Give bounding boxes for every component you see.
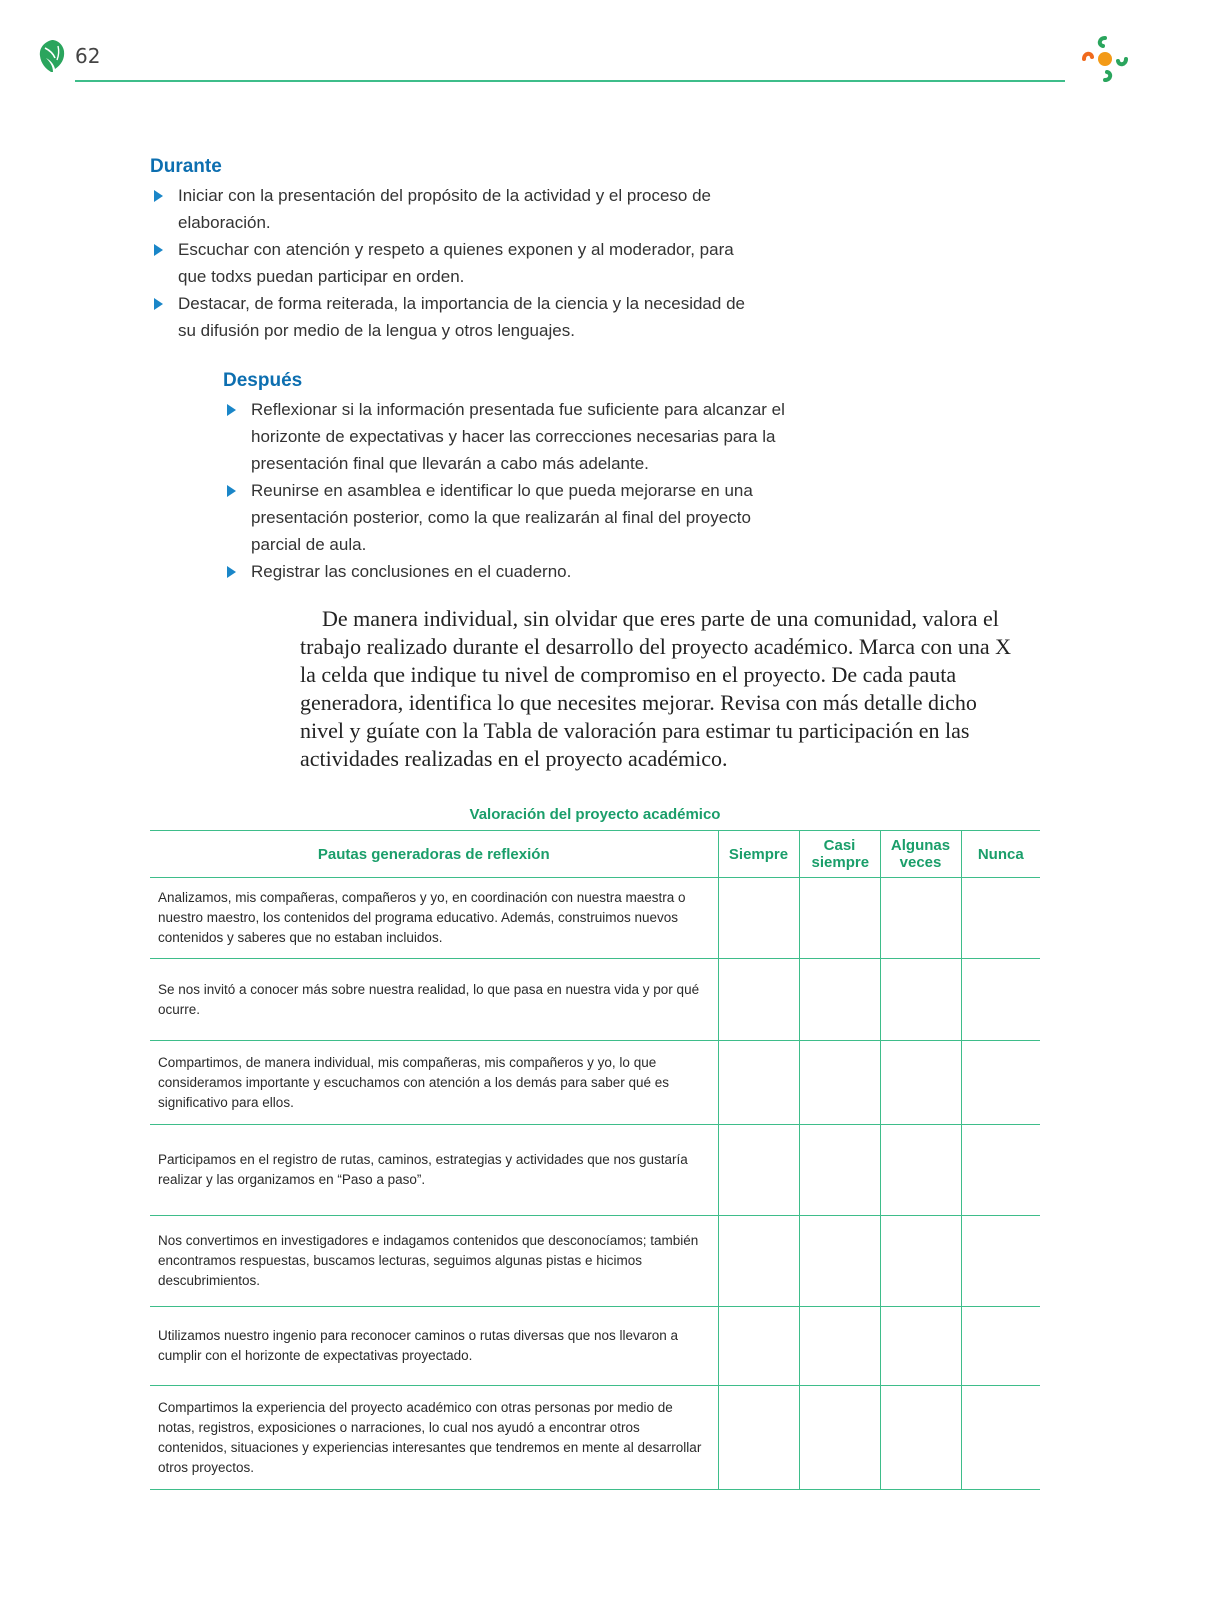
header-criteria: Pautas generadoras de reflexión <box>150 831 718 878</box>
despues-list <box>223 396 793 585</box>
nunca-cell[interactable] <box>961 878 1040 959</box>
nunca-cell[interactable] <box>961 1125 1040 1216</box>
table-row <box>150 1307 1040 1386</box>
algunas-veces-cell[interactable] <box>880 878 961 959</box>
instructions-paragraph: De manera individual, sin olvidar que eres parte de una comunidad, valora el trabajo realizado durante el desarrollo del proyecto académico. Marca con una X la celda que indique tu nivel de compromiso en el proyecto. De cada pauta generadora, identifica lo que necesites mejorar. Revisa con más detalle dicho nivel y guíate con la Tabla de valoración para estimar tu participación en las actividades realizadas en el proyecto académico. <box>300 606 1011 771</box>
table-header-row <box>150 831 1040 878</box>
algunas-veces-cell[interactable] <box>880 959 961 1041</box>
casi-siempre-cell[interactable] <box>799 1307 880 1386</box>
durante-heading: Durante <box>150 156 222 177</box>
table-caption: Valoración del proyecto académico <box>469 806 721 823</box>
list-item-text: Reflexionar si la información presentada fue suficiente para alcanzar el horizonte de expectativas y hacer las correcciones necesarias para la presentación final que llevarán a cabo más adelante. <box>251 400 785 473</box>
header-algunas-veces <box>880 831 961 878</box>
algunas-veces-cell[interactable] <box>880 1041 961 1125</box>
header-divider <box>75 80 1065 82</box>
table-row <box>150 878 1040 959</box>
siempre-cell[interactable] <box>718 1216 799 1307</box>
siempre-cell[interactable] <box>718 1041 799 1125</box>
green-leaf-logo-icon <box>36 38 68 74</box>
list-item-text: Destacar, de forma reiterada, la importancia de la ciencia y la necesidad de su difusión por medio de la lengua y otros lenguajes. <box>178 294 745 340</box>
criteria-cell: Analizamos, mis compañeras, compañeros y yo, en coordinación con nuestra maestra o nuestro maestro, los contenidos del programa educativo. Además, construimos nuevos contenidos y saberes que no estaban incluidos. <box>150 878 718 959</box>
list-item <box>223 396 793 477</box>
algunas-veces-cell[interactable] <box>880 1307 961 1386</box>
table-row <box>150 1386 1040 1490</box>
nunca-cell[interactable] <box>961 1386 1040 1490</box>
siempre-cell[interactable] <box>718 878 799 959</box>
colorful-community-logo-icon <box>1080 34 1130 84</box>
casi-siempre-cell[interactable] <box>799 1216 880 1307</box>
bullet-triangle-icon <box>154 190 163 202</box>
header-algunas-veces-text: Algunas veces <box>890 837 951 871</box>
bullet-triangle-icon <box>227 485 236 497</box>
nunca-cell[interactable] <box>961 1307 1040 1386</box>
nunca-cell[interactable] <box>961 1216 1040 1307</box>
list-item-text: Registrar las conclusiones en el cuaderno. <box>251 562 572 581</box>
list-item-text: Iniciar con la presentación del propósito de la actividad y el proceso de elaboración. <box>178 186 711 232</box>
siempre-cell[interactable] <box>718 959 799 1041</box>
header-casi-siempre <box>799 831 880 878</box>
list-item <box>150 182 760 236</box>
casi-siempre-cell[interactable] <box>799 1386 880 1490</box>
bullet-triangle-icon <box>227 404 236 416</box>
durante-list <box>150 182 760 344</box>
algunas-veces-cell[interactable] <box>880 1216 961 1307</box>
siempre-cell[interactable] <box>718 1307 799 1386</box>
table-row <box>150 959 1040 1041</box>
algunas-veces-cell[interactable] <box>880 1386 961 1490</box>
table-row <box>150 1041 1040 1125</box>
casi-siempre-cell[interactable] <box>799 1041 880 1125</box>
evaluation-table <box>150 830 1040 1490</box>
list-item <box>223 477 793 558</box>
table-row <box>150 1125 1040 1216</box>
criteria-cell: Compartimos la experiencia del proyecto académico con otras personas por medio de notas, registros, exposiciones o narraciones, lo cual nos ayudó a encontrar otros contenidos, situaciones y experiencias interesantes que tendremos en mente al desarrollar otros proyectos. <box>150 1386 718 1490</box>
table-row <box>150 1216 1040 1307</box>
list-item <box>223 558 793 585</box>
header-siempre: Siempre <box>718 831 799 878</box>
criteria-cell: Nos convertimos en investigadores e indagamos contenidos que desconocíamos; también encontramos respuestas, buscamos lecturas, seguimos algunas pistas e hicimos descubrimientos. <box>150 1216 718 1307</box>
casi-siempre-cell[interactable] <box>799 1125 880 1216</box>
casi-siempre-cell[interactable] <box>799 959 880 1041</box>
bullet-triangle-icon <box>154 298 163 310</box>
bullet-triangle-icon <box>227 566 236 578</box>
list-item-text: Reunirse en asamblea e identificar lo que pueda mejorarse en una presentación posterior, como la que realizarán al final del proyecto parcial de aula. <box>251 481 753 554</box>
siempre-cell[interactable] <box>718 1386 799 1490</box>
casi-siempre-cell[interactable] <box>799 878 880 959</box>
criteria-cell: Utilizamos nuestro ingenio para reconocer caminos o rutas diversas que nos llevaron a cumplir con el horizonte de expectativas proyectado. <box>150 1307 718 1386</box>
bullet-triangle-icon <box>154 244 163 256</box>
list-item <box>150 290 760 344</box>
criteria-cell: Se nos invitó a conocer más sobre nuestra realidad, lo que pasa en nuestra vida y por qué ocurre. <box>150 959 718 1041</box>
algunas-veces-cell[interactable] <box>880 1125 961 1216</box>
page-number: 62 <box>75 44 101 68</box>
header-nunca: Nunca <box>961 831 1040 878</box>
nunca-cell[interactable] <box>961 1041 1040 1125</box>
criteria-cell: Compartimos, de manera individual, mis compañeras, mis compañeros y yo, lo que consideramos importante y escuchamos con atención a los demás para saber qué es significativo para ellos. <box>150 1041 718 1125</box>
siempre-cell[interactable] <box>718 1125 799 1216</box>
despues-heading: Después <box>223 370 303 391</box>
list-item-text: Escuchar con atención y respeto a quienes exponen y al moderador, para que todxs puedan participar en orden. <box>178 240 734 286</box>
list-item <box>150 236 760 290</box>
criteria-cell: Participamos en el registro de rutas, caminos, estrategias y actividades que nos gustaría realizar y las organizamos en “Paso a paso”. <box>150 1125 718 1216</box>
nunca-cell[interactable] <box>961 959 1040 1041</box>
header-casi-siempre-text: Casi siempre <box>811 837 870 871</box>
